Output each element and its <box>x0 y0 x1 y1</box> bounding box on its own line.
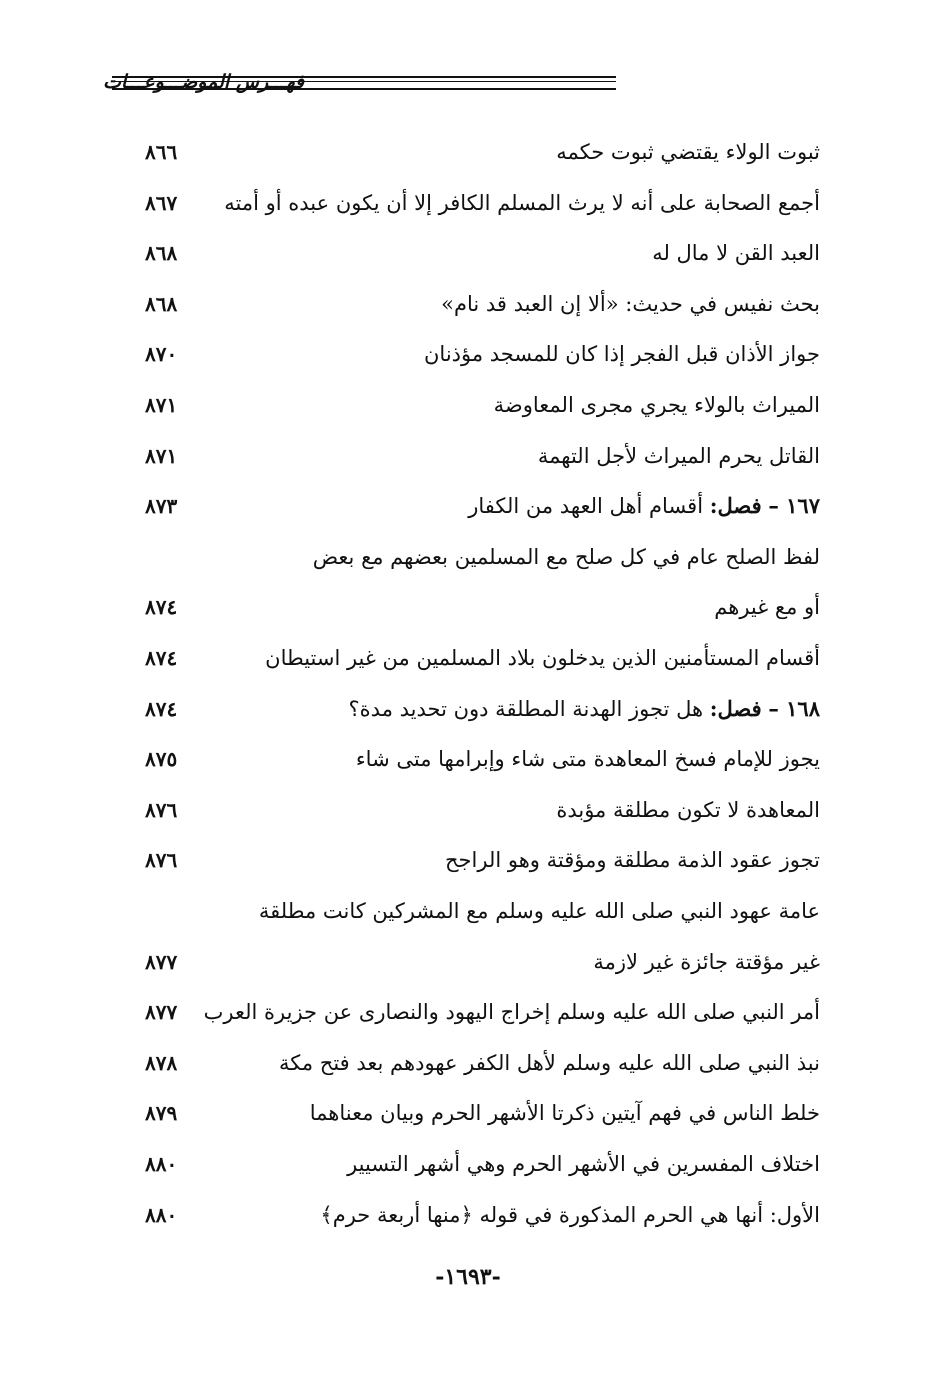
entry-text: لفظ الصلح عام في كل صلح مع المسلمين بعضهم مع بعض <box>312 544 820 569</box>
toc-entry <box>140 486 820 526</box>
toc-entry <box>140 891 820 931</box>
toc-entry <box>140 183 820 223</box>
toc-entry <box>140 942 820 982</box>
header-title: فهـــرس الموضـــوعـــات <box>102 71 304 93</box>
toc-entry-page: ٨٧٦ <box>145 797 178 822</box>
entry-text: اختلاف المفسرين في الأشهر الحرم وهي أشهر التسيير <box>347 1152 820 1176</box>
toc-entry <box>140 436 820 476</box>
entry-text: نبذ النبي صلى الله عليه وسلم لأهل الكفر عهودهم بعد فتح مكة <box>278 1050 820 1075</box>
header-rule <box>112 76 616 90</box>
toc-entry-title <box>445 840 820 880</box>
entry-text: أمر النبي صلى الله عليه وسلم إخراج اليهود والنصارى عن جزيرة العرب <box>203 1000 820 1025</box>
toc-entry-title <box>556 790 820 830</box>
toc-entry-title <box>593 942 820 982</box>
entry-text: العبد القن لا مال له <box>652 241 820 266</box>
section-number: ١٦٨ – <box>768 695 820 721</box>
toc-entry-title <box>224 183 820 223</box>
toc-entry <box>140 1144 820 1184</box>
entry-text: تجوز عقود الذمة مطلقة ومؤقتة وهو الراجح <box>445 848 820 873</box>
toc-entry <box>140 689 820 729</box>
section-number: ١٦٧ – <box>768 493 820 519</box>
toc-entry-page: ٨٧٣ <box>145 494 178 519</box>
toc-entry-page: ٨٧١ <box>145 443 178 468</box>
toc-entry <box>140 537 820 577</box>
toc-entry-page: ٨٧٨ <box>145 1050 178 1075</box>
entry-text: ثبوت الولاء يقتضي ثبوت حكمه <box>556 140 820 164</box>
toc-entry-page: ٨٧٤ <box>145 595 178 620</box>
entry-text: المعاهدة لا تكون مطلقة مؤبدة <box>556 797 820 822</box>
toc-entry <box>140 1195 820 1235</box>
entry-text: الميراث بالولاء يجري مجرى المعاوضة <box>493 393 820 417</box>
toc-entry-title <box>494 385 820 425</box>
toc-entry <box>140 840 820 880</box>
toc-entry-page: ٨٧٥ <box>145 747 178 772</box>
entry-text: عامة عهود النبي صلى الله عليه وسلم مع المشركين كانت مطلقة <box>258 899 820 923</box>
toc-entry-title <box>259 891 820 931</box>
toc-entry <box>140 992 820 1032</box>
section-keyword: فصل: <box>709 493 762 519</box>
toc-entry <box>140 284 820 324</box>
toc-entry-title <box>347 1144 820 1184</box>
toc-entry-page: ٨٧٧ <box>145 1000 178 1025</box>
toc-entry-title <box>538 436 820 476</box>
toc-entry-page: ٨٧٤ <box>145 646 178 670</box>
entry-text: الأول: أنها هي الحرم المذكورة في قوله ﴿منها أربعة حرم﴾ <box>320 1202 820 1227</box>
toc-entry-title <box>356 739 820 779</box>
toc-entry <box>140 587 820 627</box>
entry-text: أو مع غيرهم <box>714 595 820 620</box>
entry-text: أقسام أهل العهد من الكفار <box>468 494 704 519</box>
toc-entry <box>140 132 820 172</box>
toc-entry <box>140 233 820 273</box>
entry-text: خلط الناس في فهم آيتين ذكرتا الأشهر الحرم وبيان معناهما <box>309 1101 820 1126</box>
toc-entry-page: ٨٦٨ <box>145 241 178 266</box>
toc-entry-title <box>556 132 820 172</box>
toc-entry <box>140 334 820 374</box>
toc-entry-title <box>652 233 820 273</box>
page-number: -١٦٩٣- <box>435 1264 501 1290</box>
toc-entry-page: ٨٧٤ <box>145 696 178 721</box>
toc-entry-title <box>441 284 820 324</box>
entry-text: جواز الأذان قبل الفجر إذا كان للمسجد مؤذنان <box>424 342 820 367</box>
toc-entry-page: ٨٦٧ <box>145 190 178 215</box>
toc-entry-title <box>349 689 820 729</box>
entry-text: بحث نفيس في حديث: «ألا إن العبد قد نام» <box>441 291 820 316</box>
entry-text: غير مؤقتة جائزة غير لازمة <box>593 949 820 974</box>
toc-entry-page: ٨٧١ <box>145 393 178 417</box>
toc-entry <box>140 638 820 678</box>
toc-entry <box>140 385 820 425</box>
toc-entry-page: ٨٧٠ <box>145 342 178 367</box>
entry-text: يجوز للإمام فسخ المعاهدة متى شاء وإبرامها متى شاء <box>355 747 820 772</box>
entry-text: هل تجوز الهدنة المطلقة دون تحديد مدة؟ <box>348 696 704 721</box>
toc-entry-page: ٨٨٠ <box>145 1152 178 1176</box>
section-keyword: فصل: <box>709 695 762 721</box>
toc-entry-title <box>320 1195 820 1235</box>
toc-entry-title <box>204 992 820 1032</box>
toc-entry-title <box>424 334 820 374</box>
page-header <box>102 62 819 102</box>
toc-entry-title <box>279 1043 820 1083</box>
toc-entry-title <box>313 537 820 577</box>
toc-entry <box>140 1043 820 1083</box>
toc-entry-page: ٨٧٩ <box>145 1101 178 1126</box>
toc-entry-page: ٨٧٦ <box>145 848 178 873</box>
toc-entry-title <box>310 1093 820 1133</box>
toc-entry-page: ٨٧٧ <box>145 949 178 974</box>
toc-entry-title <box>714 587 820 627</box>
entry-text: أقسام المستأمنين الذين يدخلون بلاد المسلمين من غير استيطان <box>265 646 820 670</box>
toc-entry <box>140 790 820 830</box>
toc-entry-title <box>468 486 820 526</box>
toc-entry <box>140 1093 820 1133</box>
toc-entry <box>140 739 820 779</box>
toc-entry-title <box>265 638 820 678</box>
toc-entry-page: ٨٦٨ <box>145 291 178 316</box>
toc-entry-page: ٨٨٠ <box>145 1202 178 1227</box>
toc-entry-page: ٨٦٦ <box>145 140 178 164</box>
entry-text: أجمع الصحابة على أنه لا يرث المسلم الكافر إلا أن يكون عبده أو أمته <box>224 190 820 215</box>
entry-text: القاتل يحرم الميراث لأجل التهمة <box>537 443 820 468</box>
